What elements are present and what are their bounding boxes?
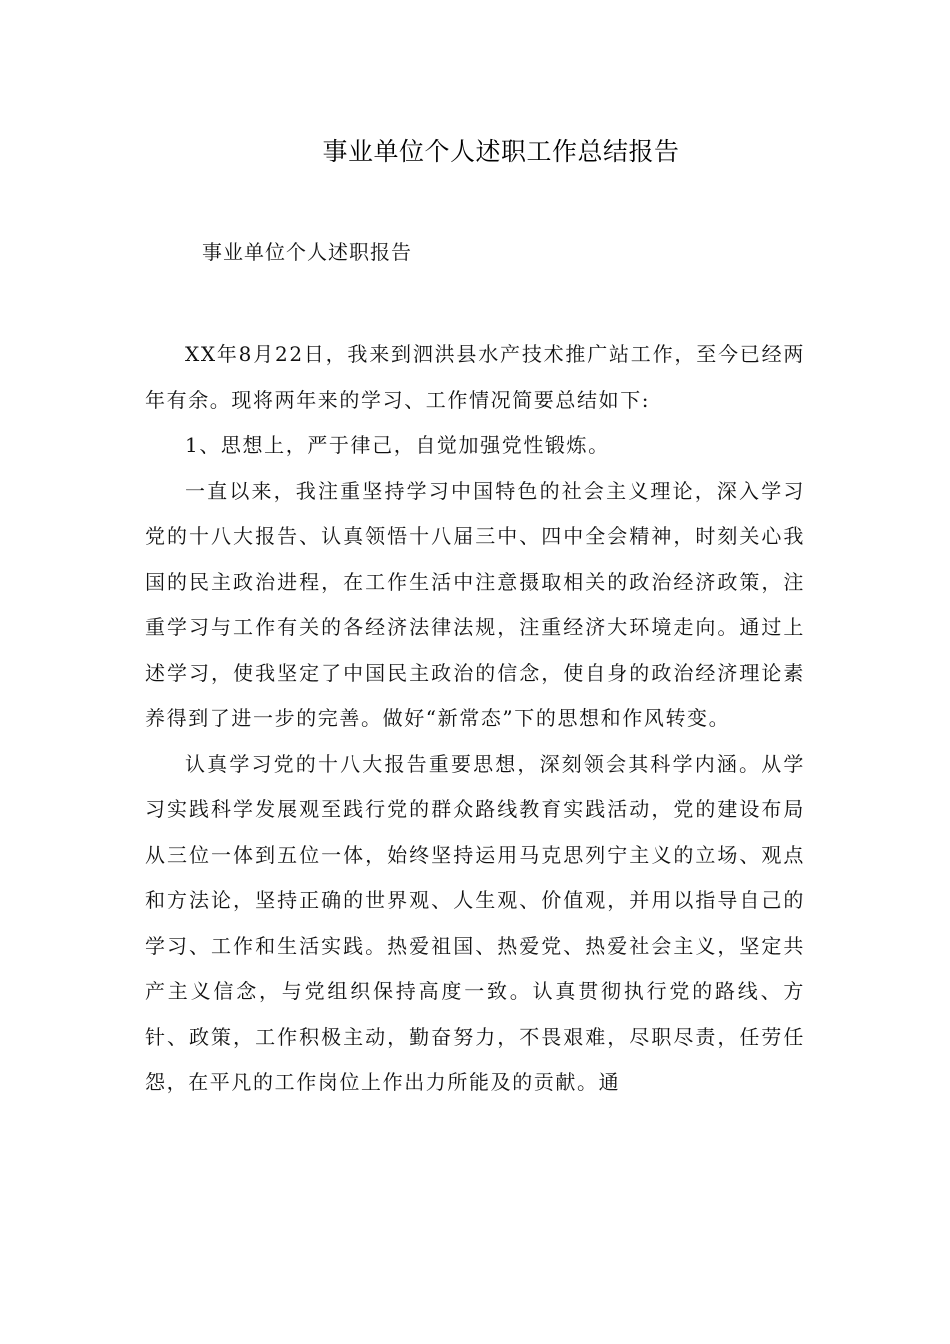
paragraph: 一直以来，我注重坚持学习中国特色的社会主义理论，深入学习党的十八大报告、认真领悟十八届三中、四中全会精神，时刻关心我国的民主政治进程，在工作生活中注意摄取相关的政治经济政策，注重学习与工作有关的各经济法律法规，注重经济大环境走向。通过上述学习，使我坚定了中国民主政治的信念，使自身的政治经济理论素养得到了进一步的完善。做好“新常态”下的思想和作风转变。 bbox=[145, 478, 805, 730]
document-title: 事业单位个人述职工作总结报告 bbox=[322, 137, 680, 166]
document-subtitle: 事业单位个人述职报告 bbox=[202, 240, 412, 264]
document-body bbox=[145, 332, 805, 1106]
paragraph: 认真学习党的十八大报告重要思想，深刻领会其科学内涵。从学习实践科学发展观至践行党的群众路线教育实践活动，党的建设布局从三位一体到五位一体，始终坚持运用马克思列宁主义的立场、观点和方法论，坚持正确的世界观、人生观、价值观，并用以指导自己的学习、工作和生活实践。热爱祖国、热爱党、热爱社会主义，坚定共产主义信念，与党组织保持高度一致。认真贯彻执行党的路线、方针、政策，工作积极主动，勤奋努力，不畏艰难，尽职尽责，任劳任怨，在平凡的工作岗位上作出力所能及的贡献。通 bbox=[145, 751, 805, 1094]
paragraph: XX年8月22日，我来到泗洪县水产技术推广站工作，至今已经两年有余。现将两年来的学习、工作情况简要总结如下: bbox=[145, 342, 805, 412]
paragraph: 1、思想上，严于律己，自觉加强党性锻炼。 bbox=[185, 433, 610, 457]
